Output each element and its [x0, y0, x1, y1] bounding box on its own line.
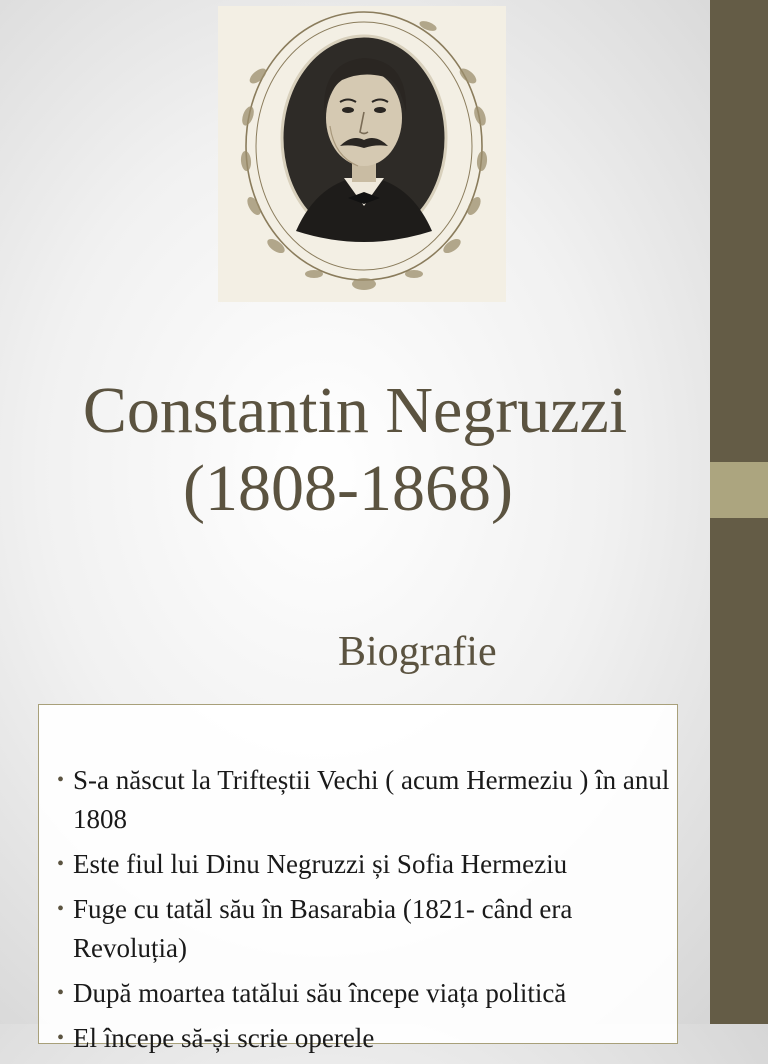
bullet-icon: •	[57, 1027, 65, 1049]
side-decoration-accent	[710, 462, 768, 518]
bullet-icon: •	[57, 898, 65, 920]
slide-title-name: Constantin Negruzzi	[82, 374, 628, 447]
bullet-text: Este fiul lui Dinu Negruzzi și Sofia Hermeziu	[73, 849, 568, 879]
bullet-icon: •	[57, 769, 65, 791]
portrait-engraving-icon	[218, 6, 506, 302]
content-box	[38, 704, 678, 1053]
portrait-image	[218, 6, 506, 302]
bullet-list	[57, 761, 671, 1064]
list-item	[57, 1019, 671, 1058]
list-item	[57, 761, 671, 839]
list-item	[57, 890, 671, 968]
slide-subtitle: Biografie	[338, 629, 497, 675]
list-item	[57, 974, 671, 1013]
bullet-text: El începe să-și scrie operele	[73, 1023, 375, 1053]
bullet-icon: •	[57, 853, 65, 875]
bullet-text: Fuge cu tatăl său în Basarabia (1821- când era Revoluția)	[73, 894, 573, 963]
bullet-icon: •	[57, 982, 65, 1004]
bullet-text: După moartea tatălui său începe viața politică	[73, 978, 567, 1008]
list-item	[57, 845, 671, 884]
bullet-text: S-a născut la Trifteștii Vechi ( acum Hermeziu ) în anul 1808	[73, 765, 670, 834]
slide-title	[0, 372, 710, 528]
slide-title-years: (1808-1868)	[183, 452, 513, 525]
